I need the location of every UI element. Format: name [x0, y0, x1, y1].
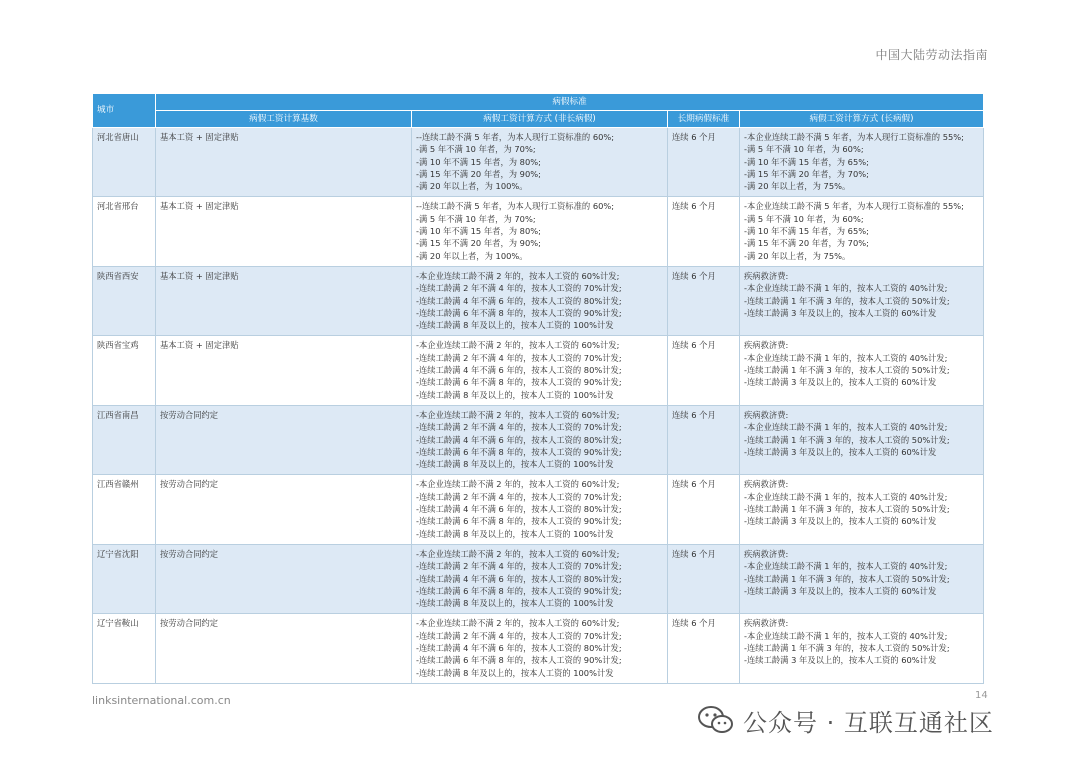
- cell-line: -本企业连续工龄不满 1 年的，按本人工资的 40%计发;: [744, 630, 948, 641]
- cell-line: -连续工龄满 1 年不满 3 年的，按本人工资的 50%计发;: [744, 642, 950, 653]
- cell-line: -连续工龄满 8 年及以上的，按本人工资的 100%计发: [416, 528, 614, 539]
- cell-line: -连续工龄满 4 年不满 6 年的，按本人工资的 80%计发;: [416, 434, 622, 445]
- column-header-short-term: 病假工资计算方式 (非长病假): [412, 111, 668, 128]
- cell-line: -连续工龄满 8 年及以上的，按本人工资的 100%计发: [416, 389, 614, 400]
- watermark: [697, 705, 994, 735]
- cell-city: 辽宁省沈阳: [93, 544, 156, 613]
- cell-base: 按劳动合同约定: [156, 475, 412, 544]
- table-row: [93, 197, 984, 266]
- cell-line: -本企业连续工龄不满 2 年的，按本人工资的 60%计发;: [416, 479, 620, 490]
- cell-line: -连续工龄满 3 年及以上的，按本人工资的 60%计发: [744, 516, 937, 527]
- cell-line: -本企业连续工龄不满 1 年的，按本人工资的 40%计发;: [744, 352, 948, 363]
- cell-line: -连续工龄满 4 年不满 6 年的，按本人工资的 80%计发;: [416, 365, 622, 376]
- cell-line: 疾病救济费:: [744, 618, 789, 629]
- cell-short-term: [412, 405, 668, 474]
- cell-line: -连续工龄满 3 年及以上的，按本人工资的 60%计发: [744, 307, 937, 318]
- cell-city: 江西省南昌: [93, 405, 156, 474]
- cell-line: -满 5 年不满 10 年者，为 60%;: [744, 213, 864, 224]
- cell-line: -满 10 年不满 15 年者，为 80%;: [416, 226, 541, 237]
- cell-long-term: [740, 197, 984, 266]
- cell-line: -连续工龄满 6 年不满 8 年的，按本人工资的 90%计发;: [416, 446, 622, 457]
- cell-line: -满 15 年不满 20 年者，为 90%;: [416, 168, 541, 179]
- cell-line: -连续工龄满 2 年不满 4 年的，按本人工资的 70%计发;: [416, 352, 622, 363]
- cell-base: 基本工资 + 固定津贴: [156, 266, 412, 335]
- cell-line: -连续工龄满 2 年不满 4 年的，按本人工资的 70%计发;: [416, 422, 622, 433]
- cell-line: -连续工龄满 1 年不满 3 年的，按本人工资的 50%计发;: [744, 504, 950, 515]
- cell-long-standard: 连续 6 个月: [668, 128, 740, 197]
- cell-line: -连续工龄满 8 年及以上的，按本人工资的 100%计发: [416, 667, 614, 678]
- cell-long-term: [740, 544, 984, 613]
- cell-line: -连续工龄满 8 年及以上的，按本人工资的 100%计发: [416, 598, 614, 609]
- cell-long-term: [740, 405, 984, 474]
- cell-line: -连续工龄满 8 年及以上的，按本人工资的 100%计发: [416, 320, 614, 331]
- cell-line: -连续工龄满 2 年不满 4 年的，按本人工资的 70%计发;: [416, 283, 622, 294]
- cell-line: -本企业连续工龄不满 2 年的，按本人工资的 60%计发;: [416, 409, 620, 420]
- table-row: [93, 614, 984, 683]
- group-header-sick-leave: 病假标准: [156, 94, 984, 111]
- cell-line: -连续工龄满 6 年不满 8 年的，按本人工资的 90%计发;: [416, 516, 622, 527]
- footer-url[interactable]: linksinternational.com.cn: [92, 694, 231, 707]
- cell-line: -连续工龄满 3 年及以上的，按本人工资的 60%计发: [744, 585, 937, 596]
- cell-line: -连续工龄满 3 年及以上的，按本人工资的 60%计发: [744, 655, 937, 666]
- sick-leave-table: [92, 93, 984, 684]
- cell-line: -满 5 年不满 10 年者，为 70%;: [416, 144, 536, 155]
- cell-line: -连续工龄满 4 年不满 6 年的，按本人工资的 80%计发;: [416, 504, 622, 515]
- cell-line: -连续工龄满 4 年不满 6 年的，按本人工资的 80%计发;: [416, 295, 622, 306]
- cell-line: -连续工龄满 6 年不满 8 年的，按本人工资的 90%计发;: [416, 377, 622, 388]
- cell-short-term: [412, 614, 668, 683]
- cell-line: -满 10 年不满 15 年者，为 65%;: [744, 226, 869, 237]
- cell-base: 基本工资 + 固定津贴: [156, 128, 412, 197]
- cell-city: 陕西省宝鸡: [93, 336, 156, 405]
- cell-line: -满 5 年不满 10 年者，为 60%;: [744, 144, 864, 155]
- cell-line: -满 10 年不满 15 年者，为 65%;: [744, 156, 869, 167]
- cell-short-term: [412, 128, 668, 197]
- cell-line: -连续工龄满 2 年不满 4 年的，按本人工资的 70%计发;: [416, 630, 622, 641]
- cell-base: 按劳动合同约定: [156, 544, 412, 613]
- cell-line: -连续工龄满 2 年不满 4 年的，按本人工资的 70%计发;: [416, 491, 622, 502]
- cell-line: 疾病救济费:: [744, 479, 789, 490]
- table-row: [93, 336, 984, 405]
- cell-city: 辽宁省鞍山: [93, 614, 156, 683]
- page-header-title: 中国大陆劳动法指南: [875, 48, 988, 62]
- cell-line: -满 10 年不满 15 年者，为 80%;: [416, 156, 541, 167]
- cell-line: -本企业连续工龄不满 2 年的，按本人工资的 60%计发;: [416, 340, 620, 351]
- cell-base: 基本工资 + 固定津贴: [156, 197, 412, 266]
- cell-city: 河北省邢台: [93, 197, 156, 266]
- cell-line: 疾病救济费:: [744, 340, 789, 351]
- cell-long-term: [740, 266, 984, 335]
- cell-line: -满 15 年不满 20 年者，为 70%;: [744, 238, 869, 249]
- cell-short-term: [412, 475, 668, 544]
- cell-line: -本企业连续工龄不满 1 年的，按本人工资的 40%计发;: [744, 491, 948, 502]
- column-header-base: 病假工资计算基数: [156, 111, 412, 128]
- table-row: [93, 405, 984, 474]
- page-number: 14: [975, 690, 988, 701]
- cell-long-standard: 连续 6 个月: [668, 544, 740, 613]
- cell-short-term: [412, 197, 668, 266]
- cell-line: --连续工龄不满 5 年者，为本人现行工资标准的 60%;: [416, 132, 615, 142]
- cell-line: -满 20 年以上者，为 75%。: [744, 181, 851, 192]
- cell-long-term: [740, 614, 984, 683]
- cell-long-standard: 连续 6 个月: [668, 197, 740, 266]
- cell-line: -满 20 年以上者，为 100%。: [416, 181, 528, 192]
- cell-long-term: [740, 128, 984, 197]
- cell-line: -本企业连续工龄不满 1 年的，按本人工资的 40%计发;: [744, 561, 948, 572]
- cell-line: -连续工龄满 3 年及以上的，按本人工资的 60%计发: [744, 446, 937, 457]
- wechat-icon: [697, 705, 735, 735]
- cell-long-standard: 连续 6 个月: [668, 614, 740, 683]
- cell-line: -连续工龄满 8 年及以上的，按本人工资的 100%计发: [416, 459, 614, 470]
- cell-line: -连续工龄满 1 年不满 3 年的，按本人工资的 50%计发;: [744, 295, 950, 306]
- cell-line: 疾病救济费:: [744, 548, 789, 559]
- table-row: [93, 128, 984, 197]
- cell-line: -本企业连续工龄不满 5 年者，为本人现行工资标准的 55%;: [744, 201, 964, 212]
- table-row: [93, 544, 984, 613]
- cell-base: 基本工资 + 固定津贴: [156, 336, 412, 405]
- table-row: [93, 266, 984, 335]
- cell-line: -本企业连续工龄不满 1 年的，按本人工资的 40%计发;: [744, 422, 948, 433]
- table-body: [93, 128, 984, 684]
- cell-line: -连续工龄满 1 年不满 3 年的，按本人工资的 50%计发;: [744, 573, 950, 584]
- cell-line: 疾病救济费:: [744, 270, 789, 281]
- cell-city: 陕西省西安: [93, 266, 156, 335]
- cell-line: -满 15 年不满 20 年者，为 90%;: [416, 238, 541, 249]
- cell-line: -本企业连续工龄不满 5 年者，为本人现行工资标准的 55%;: [744, 132, 964, 142]
- cell-line: -满 20 年以上者，为 75%。: [744, 250, 851, 261]
- cell-line: -连续工龄满 4 年不满 6 年的，按本人工资的 80%计发;: [416, 573, 622, 584]
- cell-short-term: [412, 544, 668, 613]
- cell-base: 按劳动合同约定: [156, 405, 412, 474]
- cell-line: -满 5 年不满 10 年者，为 70%;: [416, 213, 536, 224]
- table-row: [93, 475, 984, 544]
- cell-line: -连续工龄满 1 年不满 3 年的，按本人工资的 50%计发;: [744, 365, 950, 376]
- cell-short-term: [412, 266, 668, 335]
- cell-line: -满 20 年以上者，为 100%。: [416, 250, 528, 261]
- cell-line: -连续工龄满 1 年不满 3 年的，按本人工资的 50%计发;: [744, 434, 950, 445]
- cell-line: -连续工龄满 3 年及以上的，按本人工资的 60%计发: [744, 377, 937, 388]
- cell-line: --连续工龄不满 5 年者，为本人现行工资标准的 60%;: [416, 201, 615, 212]
- cell-line: -连续工龄满 6 年不满 8 年的，按本人工资的 90%计发;: [416, 585, 622, 596]
- cell-city: 江西省赣州: [93, 475, 156, 544]
- cell-long-standard: 连续 6 个月: [668, 266, 740, 335]
- cell-line: -连续工龄满 6 年不满 8 年的，按本人工资的 90%计发;: [416, 655, 622, 666]
- cell-line: -连续工龄满 4 年不满 6 年的，按本人工资的 80%计发;: [416, 642, 622, 653]
- cell-base: 按劳动合同约定: [156, 614, 412, 683]
- cell-long-term: [740, 475, 984, 544]
- cell-line: -连续工龄满 6 年不满 8 年的，按本人工资的 90%计发;: [416, 307, 622, 318]
- column-header-long-standard: 长期病假标准: [668, 111, 740, 128]
- column-header-city: 城市: [93, 94, 156, 128]
- cell-long-standard: 连续 6 个月: [668, 405, 740, 474]
- cell-line: -本企业连续工龄不满 1 年的，按本人工资的 40%计发;: [744, 283, 948, 294]
- cell-line: -本企业连续工龄不满 2 年的，按本人工资的 60%计发;: [416, 618, 620, 629]
- cell-long-standard: 连续 6 个月: [668, 336, 740, 405]
- cell-line: -连续工龄满 2 年不满 4 年的，按本人工资的 70%计发;: [416, 561, 622, 572]
- column-header-long-term: 病假工资计算方式 (长病假): [740, 111, 984, 128]
- watermark-text: 公众号 · 互联互通社区: [743, 708, 994, 737]
- cell-line: -本企业连续工龄不满 2 年的，按本人工资的 60%计发;: [416, 270, 620, 281]
- cell-long-term: [740, 336, 984, 405]
- cell-line: 疾病救济费:: [744, 409, 789, 420]
- cell-short-term: [412, 336, 668, 405]
- cell-long-standard: 连续 6 个月: [668, 475, 740, 544]
- cell-city: 河北省唐山: [93, 128, 156, 197]
- cell-line: -满 15 年不满 20 年者，为 70%;: [744, 168, 869, 179]
- cell-line: -本企业连续工龄不满 2 年的，按本人工资的 60%计发;: [416, 548, 620, 559]
